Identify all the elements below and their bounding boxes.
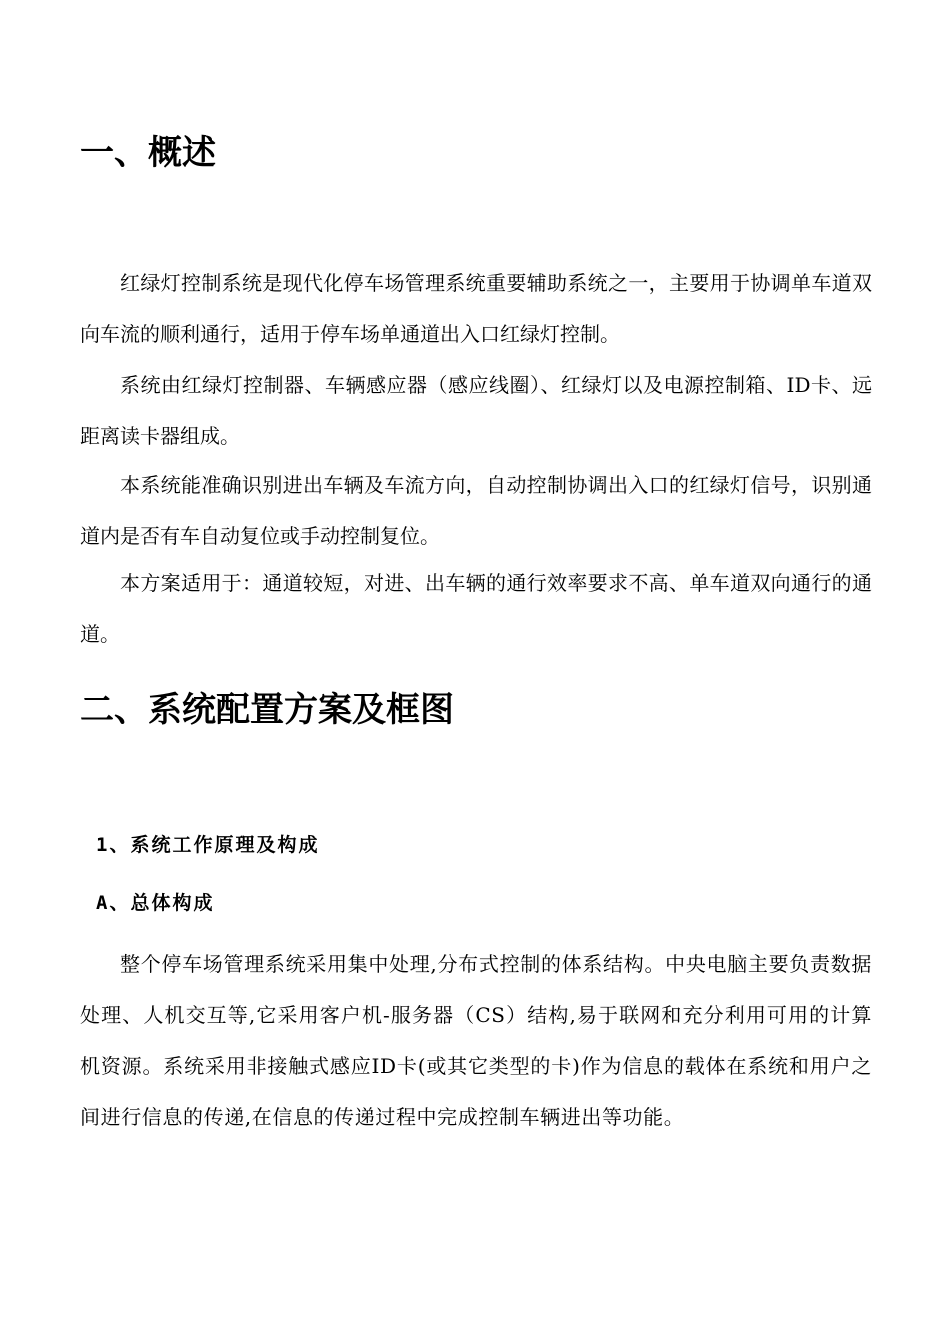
- subsection-heading-principle: 1、系统工作原理及构成: [96, 834, 320, 856]
- config-paragraph: 整个停车场管理系统采用集中处理,分布式控制的体系结构。中央电脑主要负责数据处理、人机交互等,它采用客户机-服务器（CS）结构,易于联网和充分利用可用的计算机资源。系统采用非接触式感应ID卡(或其它类型的卡)作为信息的载体在系统和用户之间进行信息的传递,在信息的传递过程中完成控制车辆进出等功能。: [80, 952, 872, 1129]
- section-heading-overview: 一、概述: [80, 133, 216, 173]
- overview-paragraph-4: 本方案适用于：通道较短，对进、出车辆的通行效率要求不高、单车道双向通行的通道。: [80, 571, 872, 646]
- subsection-heading-overall: A、总体构成: [96, 892, 215, 914]
- section-heading-config: 二、系统配置方案及框图: [80, 690, 454, 730]
- overview-paragraph-1: 红绿灯控制系统是现代化停车场管理系统重要辅助系统之一，主要用于协调单车道双向车流的顺利通行，适用于停车场单通道出入口红绿灯控制。: [80, 271, 872, 346]
- overview-paragraph-3: 本系统能准确识别进出车辆及车流方向，自动控制协调出入口的红绿灯信号，识别通道内是否有车自动复位或手动控制复位。: [80, 473, 872, 548]
- overview-paragraph-2: 系统由红绿灯控制器、车辆感应器（感应线圈）、红绿灯以及电源控制箱、ID卡、远距离读卡器组成。: [80, 373, 872, 448]
